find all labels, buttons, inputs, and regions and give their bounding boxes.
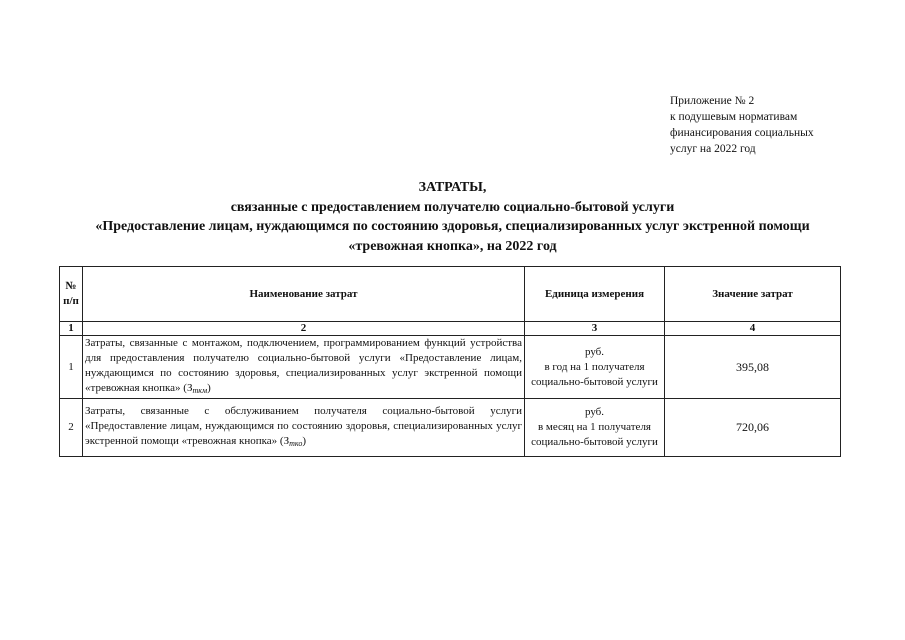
unit-currency: руб. xyxy=(584,406,605,418)
cost-name-text: Затраты, связанные с обслуживанием получателя социально-бытовой услуги «Предоставление лицам, нуждающимся по состоянию здоровья, специализированных услуг экстренной помощи «тревожная кнопка» (З xyxy=(85,405,522,447)
cost-value: 395,08 xyxy=(665,336,841,399)
header-value: Значение затрат xyxy=(665,267,841,322)
header-unit: Единица измерения xyxy=(525,267,665,322)
title-line: «Предоставление лицам, нуждающимся по состоянию здоровья, специализированных услуг экстренной помощи xyxy=(95,219,810,234)
document-title xyxy=(0,178,905,256)
column-number: 1 xyxy=(60,322,83,336)
costs-table xyxy=(59,266,841,457)
cost-name-end: ) xyxy=(207,382,211,394)
appendix-line: к подушевым нормативам xyxy=(670,111,798,123)
table-row xyxy=(60,399,841,457)
unit-cell xyxy=(525,399,665,457)
appendix-line: услуг на 2022 год xyxy=(670,143,756,155)
title-line: связанные с предоставлением получателю социально-бытовой услуги xyxy=(230,199,675,215)
appendix-note xyxy=(670,93,890,157)
cost-name-end: ) xyxy=(302,435,306,447)
row-number: 1 xyxy=(60,336,83,399)
header-num: № п/п xyxy=(60,267,83,322)
appendix-line: Приложение № 2 xyxy=(670,95,755,107)
cost-value: 720,06 xyxy=(665,399,841,457)
title-main: ЗАТРАТЫ, xyxy=(418,180,487,195)
table-header-row xyxy=(60,267,841,322)
column-number-row xyxy=(60,322,841,336)
column-number: 4 xyxy=(665,322,841,336)
cost-subscript: ткм xyxy=(192,386,208,395)
table-row xyxy=(60,336,841,399)
unit-period: в месяц на 1 получателя социально-бытовой услуги xyxy=(531,421,658,448)
column-number: 2 xyxy=(83,322,525,336)
header-name: Наименование затрат xyxy=(83,267,525,322)
cost-subscript: тко xyxy=(289,439,303,448)
cost-name xyxy=(83,399,525,457)
unit-period: в год на 1 получателя социально-бытовой услуги xyxy=(531,360,658,388)
cost-name xyxy=(83,336,525,399)
title-line: «тревожная кнопка», на 2022 год xyxy=(348,238,557,254)
unit-cell xyxy=(525,336,665,399)
column-number: 3 xyxy=(525,322,665,336)
unit-currency: руб. xyxy=(584,345,605,358)
row-number: 2 xyxy=(60,399,83,457)
appendix-line: финансирования социальных xyxy=(670,127,814,139)
cost-name-text: Затраты, связанные с монтажом, подключением, программированием функций устройства для предоставления получателю социально-бытовой услуги «Предоставление лицам, нуждающимся по состоянию здоровья, специализированных услуг экстренной помощи «тревожная кнопка» (З xyxy=(85,337,522,394)
